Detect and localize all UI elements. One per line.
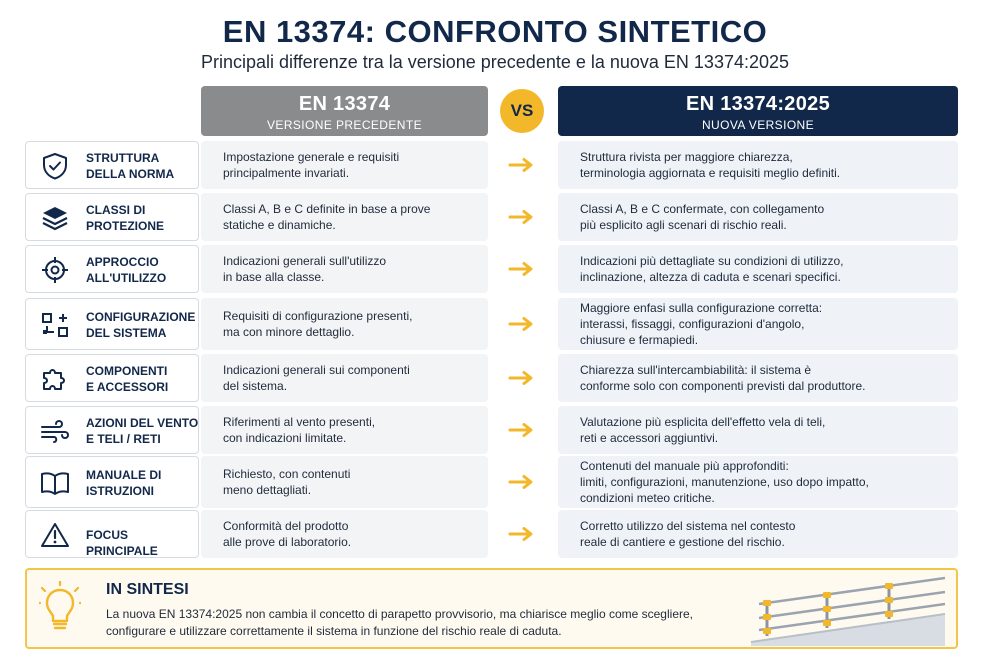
row-label-line: MANUALE DI	[86, 468, 162, 482]
wind-icon	[40, 417, 70, 445]
page-title: EN 13374: CONFRONTO SINTETICO	[222, 14, 768, 49]
new-version-text: Valutazione più esplicita dell'effetto vela di teli,	[580, 415, 826, 429]
new-version-text: Corretto utilizzo del sistema nel contesto	[580, 519, 796, 533]
column-header-new	[558, 86, 958, 136]
old-version-text: Classi A, B e C definite in base a prove	[223, 202, 431, 216]
old-version-text: principalmente invariati.	[223, 166, 350, 180]
old-version-cell	[201, 141, 488, 189]
new-version-text: Contenuti del manuale più approfonditi:	[580, 459, 789, 473]
old-version-text: statiche e dinamiche.	[223, 218, 336, 232]
layers-icon	[40, 204, 70, 232]
old-version-text: Riferimenti al vento presenti,	[223, 415, 376, 429]
old-version-text: Requisiti di configurazione presenti,	[223, 309, 413, 323]
comparison-row-configuration	[0, 298, 990, 350]
row-label-line: E TELI / RETI	[86, 432, 161, 446]
new-version-cell	[558, 510, 958, 558]
summary-line: La nuova EN 13374:2025 non cambia il concetto di parapetto provvisorio, ma chiarisce meglio come scegliere,	[106, 607, 693, 621]
guardrail-illustration	[749, 572, 945, 646]
summary-title: IN SINTESI	[106, 581, 189, 598]
arrow-right-icon	[508, 316, 536, 332]
arrow-right-icon	[508, 209, 536, 225]
new-version-text: Indicazioni più dettagliate su condizioni di utilizzo,	[580, 254, 844, 268]
new-version-text: più esplicito agli scenari di rischio reali.	[580, 218, 787, 232]
new-version-text: reale di cantiere e gestione del rischio.	[580, 535, 785, 549]
row-label-line: CLASSI DI	[86, 203, 146, 217]
crosshair-icon	[40, 256, 70, 284]
old-version-text: con indicazioni limitate.	[223, 431, 347, 445]
row-label-line: DEL SISTEMA	[86, 326, 167, 340]
old-version-text: meno dettagliati.	[223, 483, 312, 497]
row-label-line: COMPONENTI	[86, 364, 168, 378]
arrow-right-icon	[508, 370, 536, 386]
puzzle-icon	[40, 365, 70, 393]
new-version-cell	[558, 406, 958, 454]
book-icon	[40, 469, 70, 497]
new-version-text: Chiarezza sull'intercambiabilità: il sistema è	[580, 363, 812, 377]
new-version-cell	[558, 193, 958, 241]
new-version-text: reti e accessori aggiuntivi.	[580, 431, 719, 445]
new-version-cell	[558, 456, 958, 508]
summary-box	[25, 568, 958, 649]
column-header-old-subtitle: VERSIONE PRECEDENTE	[267, 118, 422, 132]
old-version-cell	[201, 354, 488, 402]
old-version-text: Indicazioni generali sull'utilizzo	[223, 254, 387, 268]
comparison-row-manual	[0, 456, 990, 508]
old-version-text: in base alla classe.	[223, 270, 325, 284]
old-version-text: del sistema.	[223, 379, 288, 393]
page-subtitle: Principali differenze tra la versione precedente e la nuova EN 13374:2025	[200, 52, 790, 72]
configuration-icon	[40, 311, 70, 339]
old-version-cell	[201, 298, 488, 350]
comparison-row-structure	[0, 141, 990, 189]
new-version-text: limiti, configurazioni, manutenzione, uso dopo impatto,	[580, 475, 869, 489]
row-label-line: STRUTTURA	[86, 151, 160, 165]
old-version-text: Indicazioni generali sui componenti	[223, 363, 410, 377]
row-label-line: ISTRUZIONI	[86, 484, 154, 498]
column-header-old	[201, 86, 488, 136]
row-label-line: DELLA NORMA	[86, 167, 175, 181]
comparison-row-components	[0, 354, 990, 402]
row-label	[25, 510, 199, 558]
row-label-text	[86, 415, 200, 447]
lightbulb-icon	[39, 581, 81, 633]
vs-badge: VS	[500, 89, 544, 133]
row-label-line: AZIONI DEL VENTO	[86, 416, 199, 430]
new-version-cell	[558, 245, 958, 293]
row-label	[25, 193, 199, 241]
row-label-line: E ACCESSORI	[86, 380, 169, 394]
old-version-text: Richiesto, con contenuti	[223, 467, 351, 481]
new-version-text: chiusure e fermapiedi.	[580, 333, 699, 347]
new-version-text: Struttura rivista per maggiore chiarezza,	[580, 150, 793, 164]
old-version-text: alle prove di laboratorio.	[223, 535, 352, 549]
new-version-cell	[558, 141, 958, 189]
column-header-new-title: EN 13374:2025	[685, 93, 830, 115]
row-label-line: APPROCCIO	[86, 255, 159, 269]
row-label	[25, 354, 199, 402]
arrow-right-icon	[508, 474, 536, 490]
new-version-text: condizioni meteo critiche.	[580, 491, 715, 505]
old-version-cell	[201, 456, 488, 508]
row-label-line: CONFIGURAZIONE	[86, 310, 196, 324]
new-version-text: Classi A, B e C confermate, con collegamento	[580, 202, 825, 216]
column-header-old-title: EN 13374	[298, 93, 391, 115]
row-label-text	[86, 309, 200, 341]
row-label-text	[86, 363, 200, 395]
old-version-text: Impostazione generale e requisiti	[223, 150, 400, 164]
old-version-cell	[201, 406, 488, 454]
comparison-row-classes	[0, 193, 990, 241]
warning-icon	[40, 521, 70, 549]
arrow-right-icon	[508, 526, 536, 542]
row-label	[25, 245, 199, 293]
comparison-row-wind	[0, 406, 990, 454]
row-label-line: FOCUS PRINCIPALE	[86, 528, 158, 558]
row-label-text	[86, 527, 200, 559]
new-version-text: terminologia aggiornata e requisiti meglio definiti.	[580, 166, 841, 180]
column-header-new-subtitle: NUOVA VERSIONE	[701, 118, 815, 132]
old-version-text: ma con minore dettaglio.	[223, 325, 355, 339]
row-label-text	[86, 150, 200, 182]
old-version-text: Conformità del prodotto	[223, 519, 349, 533]
summary-text	[106, 606, 746, 640]
row-label-line: PROTEZIONE	[86, 219, 165, 233]
new-version-text: Maggiore enfasi sulla configurazione corretta:	[580, 301, 823, 315]
new-version-cell	[558, 354, 958, 402]
row-label	[25, 406, 199, 454]
old-version-cell	[201, 510, 488, 558]
row-label-text	[86, 467, 200, 499]
row-label-line: ALL'UTILIZZO	[86, 271, 167, 285]
arrow-right-icon	[508, 157, 536, 173]
row-label	[25, 298, 199, 350]
arrow-right-icon	[508, 261, 536, 277]
new-version-text: inclinazione, altezza di caduta e scenari specifici.	[580, 270, 841, 284]
row-label	[25, 141, 199, 189]
row-label	[25, 456, 199, 508]
comparison-row-usage	[0, 245, 990, 293]
summary-line: configurare e utilizzare correttamente il sistema in funzione del rischio reale di caduta.	[106, 624, 562, 638]
old-version-cell	[201, 245, 488, 293]
new-version-text: conforme solo con componenti previsti dal produttore.	[580, 379, 866, 393]
old-version-cell	[201, 193, 488, 241]
new-version-cell	[558, 298, 958, 350]
arrow-right-icon	[508, 422, 536, 438]
new-version-text: interassi, fissaggi, configurazioni d'angolo,	[580, 317, 805, 331]
shield-check-icon	[40, 152, 70, 180]
row-label-text	[86, 254, 200, 286]
row-label-text	[86, 202, 200, 234]
comparison-row-focus	[0, 510, 990, 558]
